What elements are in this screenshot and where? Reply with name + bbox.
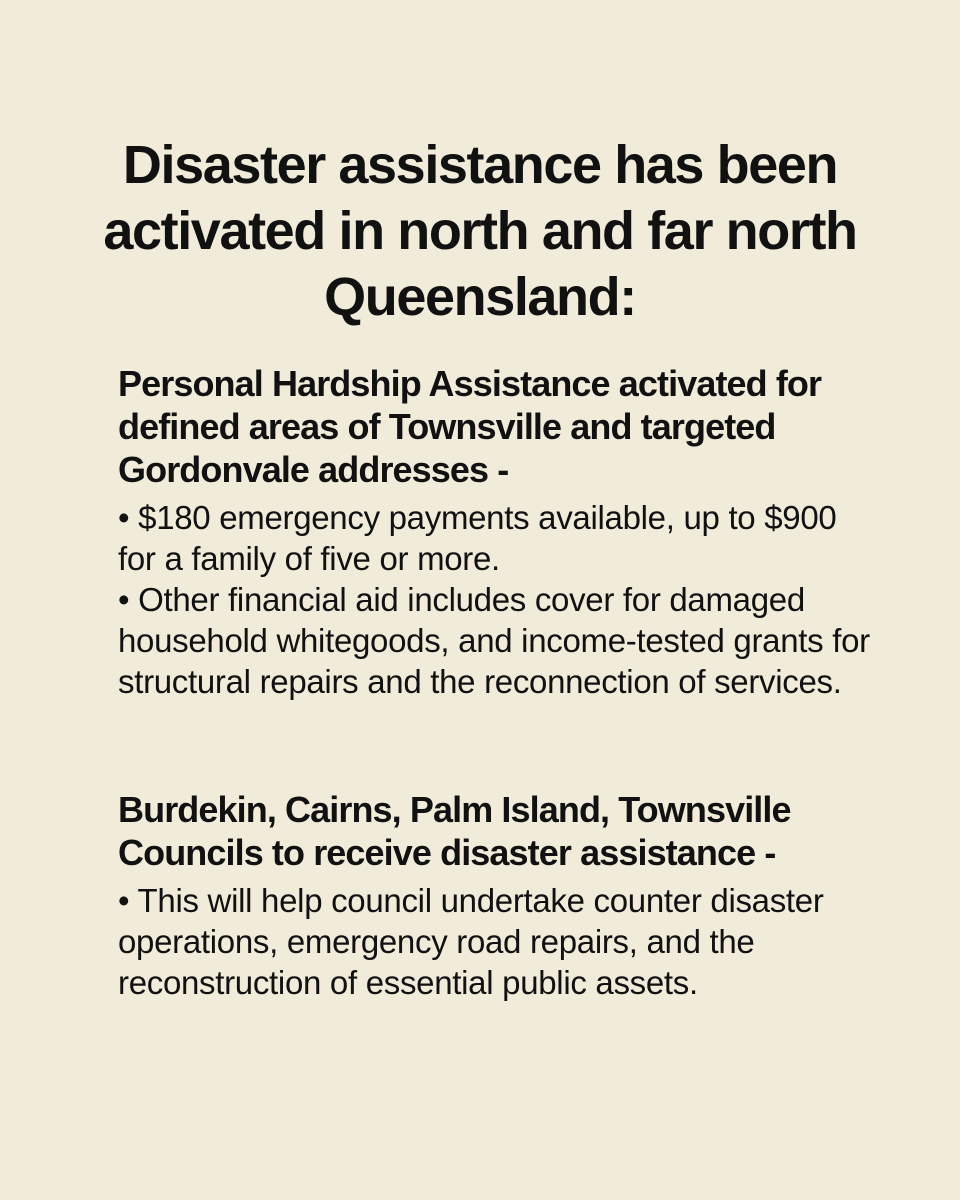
bullet-dot: •: [118, 499, 130, 536]
section-heading: Personal Hardship Assistance activated for defined areas of Townsville and targeted Gordonvale addresses -: [118, 363, 822, 490]
bullet-text: This will help council undertake counter disaster operations, emergency road repairs, and the reconstruction of essential public assets.: [118, 882, 824, 1001]
section-heading: Burdekin, Cairns, Palm Island, Townsville Councils to receive disaster assistance -: [118, 789, 791, 873]
bullet-text: Other financial aid includes cover for damaged household whitegoods, and income-tested grants for structural repairs and the reconnection of services.: [118, 581, 870, 700]
page-title: Disaster assistance has been activated in north and far north Queensland:: [103, 135, 857, 327]
bullet-dot: •: [118, 882, 130, 919]
bullet-item: [118, 579, 878, 702]
bullet-text: $180 emergency payments available, up to $900 for a family of five or more.: [118, 499, 837, 577]
bullet-item: [118, 497, 878, 579]
council-assistance-section: [118, 788, 878, 1003]
bullet-item: [118, 880, 878, 1003]
personal-hardship-section: [118, 362, 878, 702]
bullet-dot: •: [118, 581, 130, 618]
